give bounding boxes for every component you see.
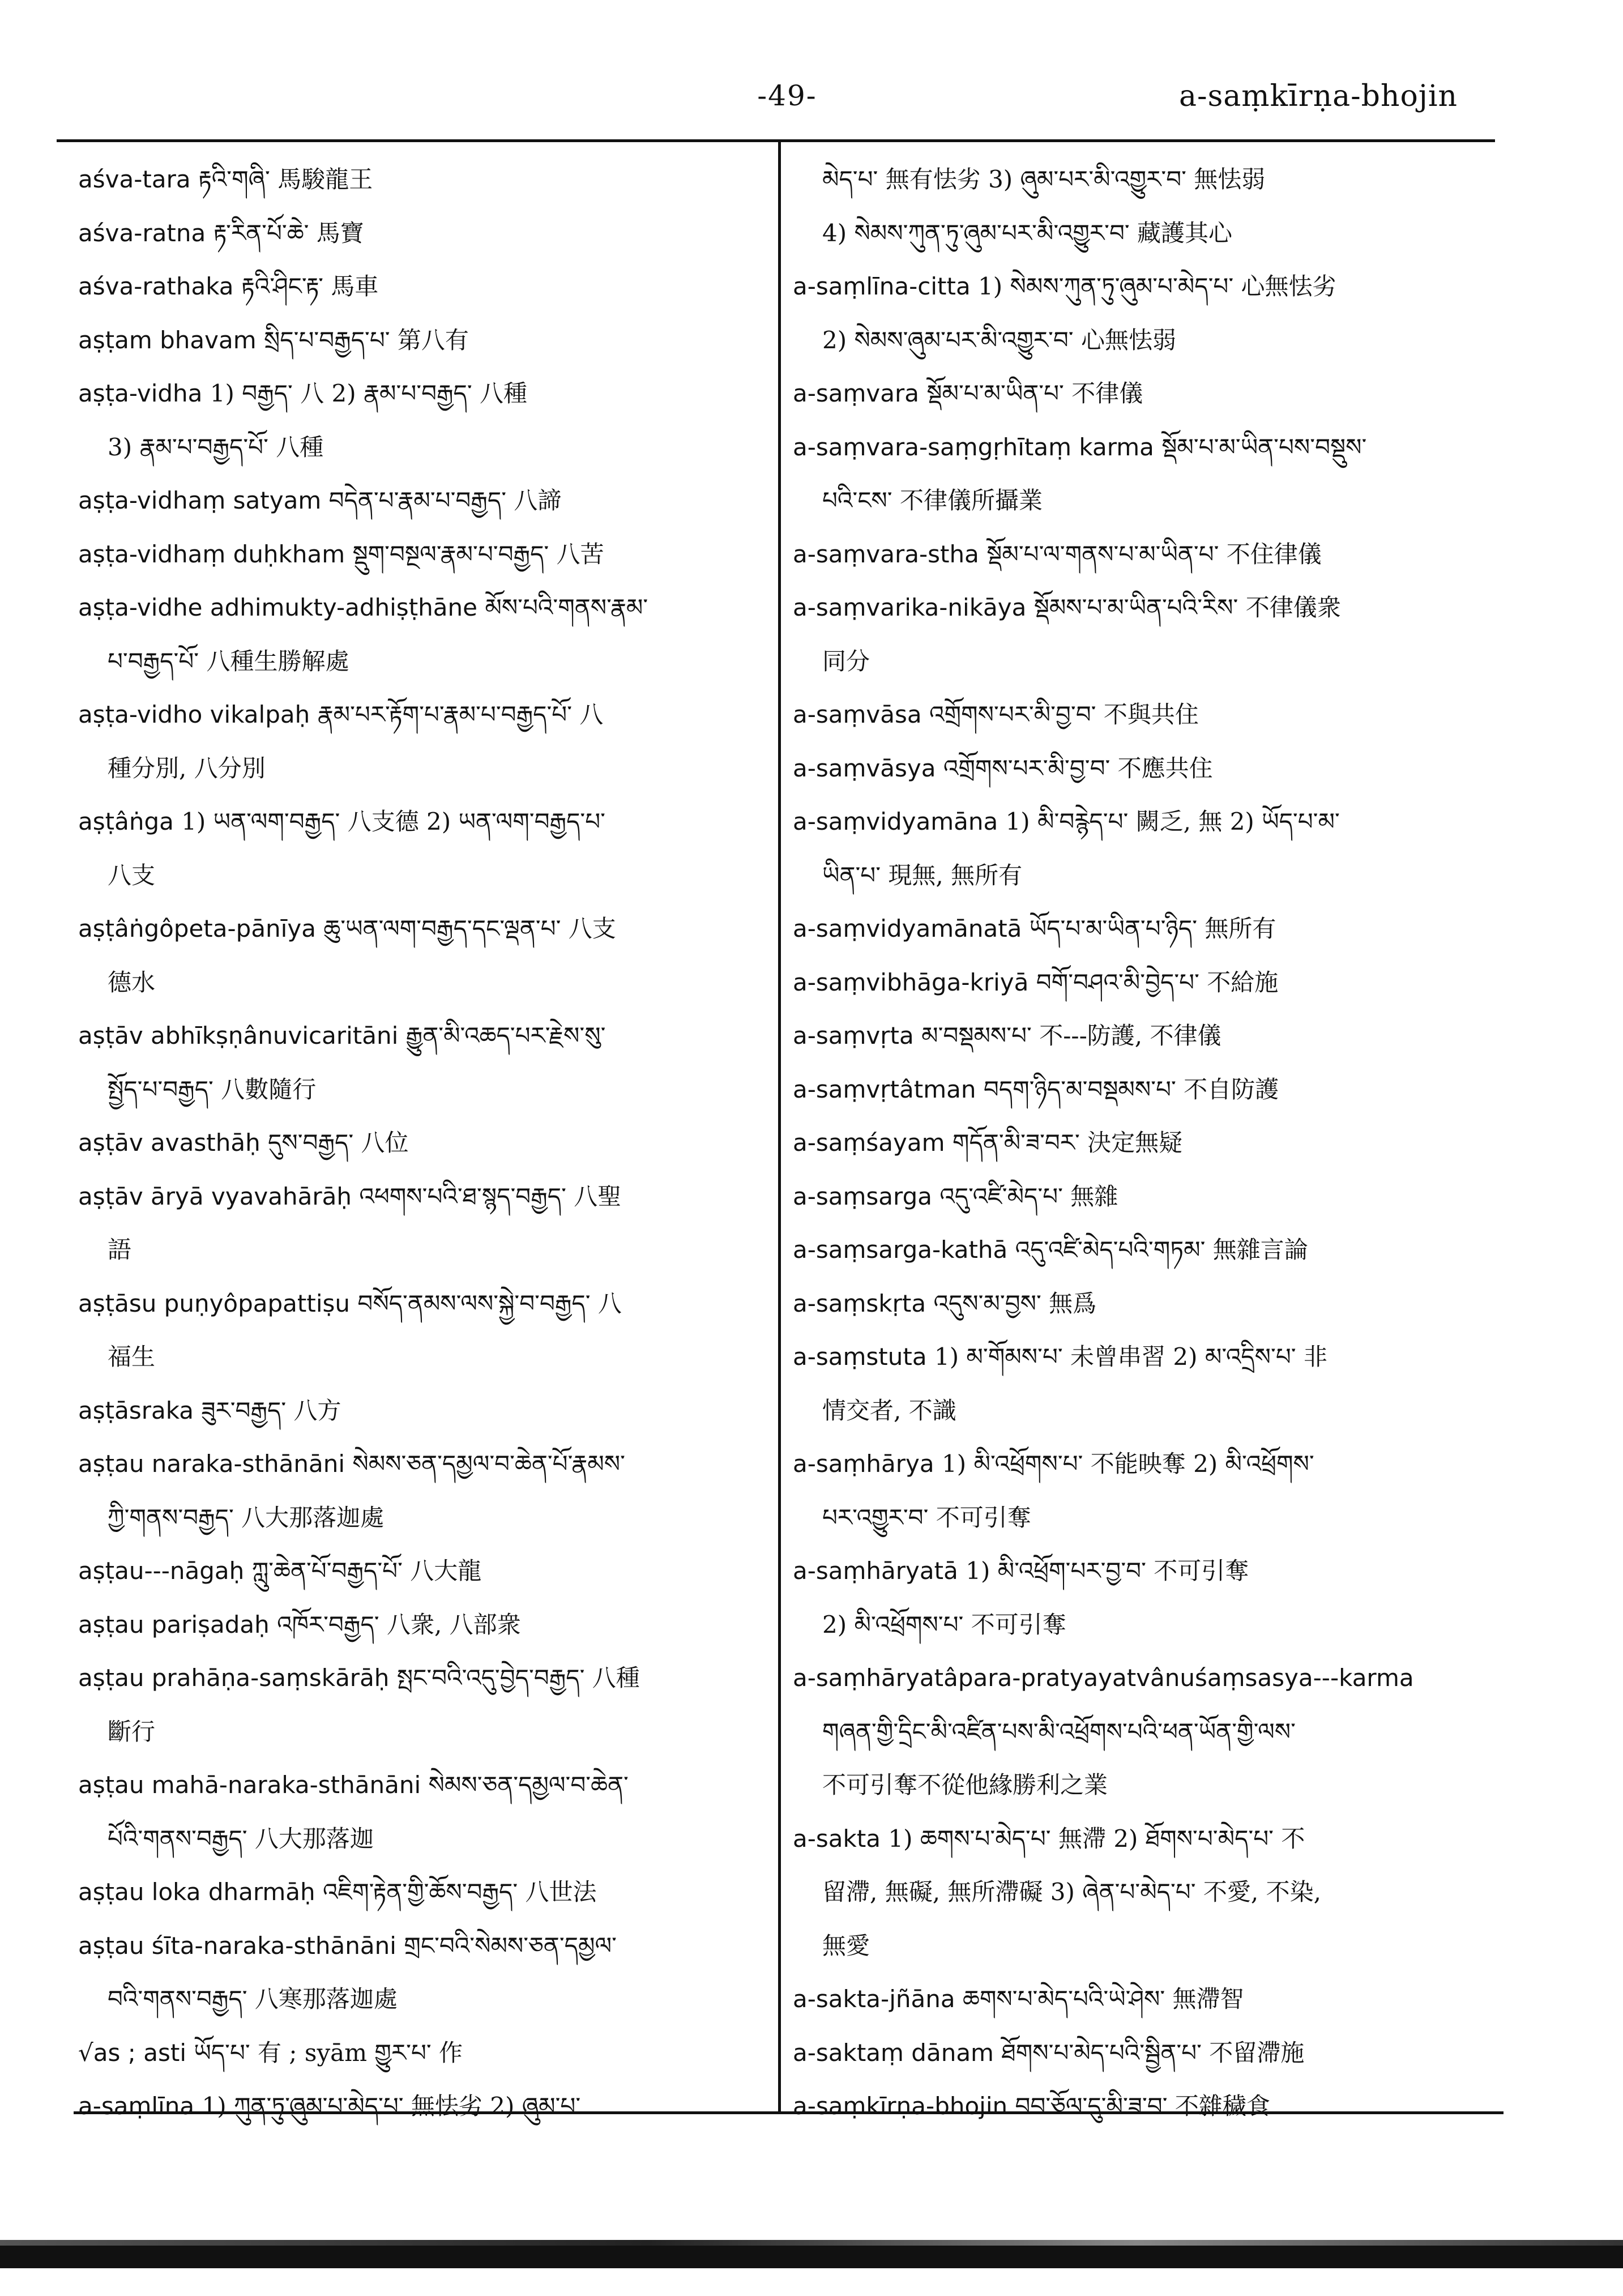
entry-definition: སྡོམས་པ་མ་ཡིན་པའི་རིས་ 不律儀衆 [1033,594,1341,621]
dictionary-entry [78,260,763,314]
entry-definition: 同分 [822,647,870,675]
entry-definition: 情交者, 不識 [822,1396,956,1424]
entry-definition: 1) བརྒྱད་ 八 2) རྣམ་པ་བརྒྱད་ 八種 [210,379,528,407]
dictionary-entry [793,367,1478,421]
dictionary-entry [793,1544,1478,1598]
entry-continuation-line [78,1223,763,1277]
entry-headword: a-saṃvidyamāna [793,808,998,835]
entry-definition: 2) མི་འཕྲོགས་པ་ 不可引奪 [822,1610,1066,1638]
entry-headword: √as ; asti [78,2038,186,2067]
dictionary-entry [78,1544,763,1598]
entry-definition: བདེན་པ་རྣམ་པ་བརྒྱད་ 八諦 [328,486,562,514]
entry-definition: རྒྱུན་མི་འཆད་པར་རྗེས་སུ་ [405,1022,606,1049]
entry-definition: 1) ཆགས་པ་མེད་པ་ 無滯 2) ཐོགས་པ་མེད་པ་ 不 [888,1824,1305,1853]
entry-definition: ཟུར་བརྒྱད་ 八方 [201,1396,341,1424]
entry-headword: aṣṭau śīta-naraka-sthānāni [78,1931,396,1960]
entry-definition: 斷行 [108,1717,156,1746]
dictionary-entry [78,1116,763,1170]
entry-definition: སྤྱོད་པ་བརྒྱད་ 八數隨行 [108,1075,317,1103]
entry-headword: aṣṭa-vidhaṃ duḥkham [78,540,345,568]
dictionary-entry [793,1009,1478,1063]
entry-headword: a-saṃhāryatā [793,1557,958,1585]
entry-continuation-line [78,1491,763,1545]
entry-continuation-line [78,1330,763,1384]
dictionary-entry [793,1330,1478,1384]
entry-definition: སྡུག་བསྔལ་རྣམ་པ་བརྒྱད་ 八苦 [352,540,604,568]
dictionary-entry [78,1277,763,1331]
entry-continuation-line [78,635,763,689]
dictionary-entry [793,688,1478,742]
dictionary-entry [78,795,763,849]
dictionary-entry [78,1170,763,1224]
dictionary-entry [78,1866,763,1919]
entry-definition: རྟ་རིན་པོ་ཆེ་ 馬寶 [213,219,364,247]
dictionary-entry [793,2080,1478,2133]
entry-definition: 1) ཀུན་ཏུ་ཞུམ་པ་མེད་པ་ 無怯劣 2) ཞུམ་པ་ [202,2092,581,2120]
dictionary-entry [793,1116,1478,1170]
dictionary-entry [78,1437,763,1491]
entry-headword: aṣṭāv abhīkṣṇânuvicaritāni [78,1022,399,1049]
entry-definition: རྟའི་ཤིང་རྟ་ 馬車 [241,272,379,300]
entry-definition: རྣམ་པར་རྟོག་པ་རྣམ་པ་བརྒྱད་པོ་ 八 [317,701,604,728]
entry-headword: a-saṃvāsya [793,754,936,782]
entry-headword: a-saṃvara [793,379,920,407]
entry-headword: a-saṃlīna [78,2092,195,2120]
entry-headword: aśva-rathaka [78,272,234,300]
entry-definition: བདག་ཉིད་མ་བསྡམས་པ་ 不自防護 [983,1075,1279,1103]
entry-headword: aṣṭau---nāgaḥ [78,1557,245,1585]
entry-definition: 1) མི་འཕྲོག་པར་བྱ་བ་ 不可引奪 [966,1557,1249,1585]
dictionary-entry [793,260,1478,314]
dictionary-entry [793,1063,1478,1117]
entry-continuation-line [78,1705,763,1759]
entry-headword: a-saṃhāryatâpara-pratyayatvânuśaṃsasya---karma [793,1664,1414,1692]
dictionary-entry [78,153,763,207]
entry-headword: a-saṃvara-stha [793,540,979,568]
dictionary-entry [793,1973,1478,2026]
entry-continuation-line [78,1973,763,2026]
dictionary-entry [78,1384,763,1438]
dictionary-entry [793,795,1478,849]
running-head: a-saṃkīrṇa-bhojin [1179,79,1458,113]
entry-headword: a-saktaṃ dānam [793,2038,994,2067]
entry-headword: aṣṭāv āryā vyavahārāḥ [78,1182,352,1210]
entry-headword: aṣṭāsraka [78,1396,194,1424]
dictionary-entry [793,528,1478,582]
entry-definition: སྡོམ་པ་ལ་གནས་པ་མ་ཡིན་པ་ 不住律儀 [986,540,1322,568]
entry-definition: 無愛 [822,1931,870,1960]
entry-headword: a-saṃvara-saṃgṛhītaṃ karma [793,433,1154,461]
entry-continuation-line [793,1598,1478,1652]
entry-headword: aśva-ratna [78,219,206,247]
entry-definition: 1) མ་གོམས་པ་ 未曾串習 2) མ་འདྲིས་པ་ 非 [934,1343,1327,1371]
dictionary-entry [793,902,1478,956]
entry-definition: འདུ་འཛི་མེད་པ་ 無雜 [939,1182,1118,1210]
entry-definition: འདུས་མ་བྱས་ 無爲 [933,1289,1097,1317]
entry-definition: སེམས་ཅན་དམྱལ་བ་ཆེན་ [428,1771,629,1799]
dictionary-entry [78,1598,763,1652]
entry-continuation-line [78,421,763,475]
entry-headword: aṣṭa-vidhe adhimukty-adhiṣṭhāne [78,594,477,621]
entry-definition: 留滯, 無礙, 無所滯礙 3) ཞེན་པ་མེད་པ་ 不愛, 不染, [822,1878,1321,1906]
entry-headword: aṣṭâṅgôpeta-pānīya [78,915,316,942]
entry-continuation-line [78,1812,763,1866]
entry-definition: 1) སེམས་ཀུན་ཏུ་ཞུམ་པ་མེད་པ་ 心無怯劣 [978,272,1336,300]
dictionary-entry [78,1919,763,1973]
entry-definition: 1) མི་བརྙེད་པ་ 闕乏, 無 2) ཡོད་པ་མ་ [1005,808,1340,835]
entry-continuation-line [793,1866,1478,1919]
page-number: -49- [757,79,817,112]
dictionary-entry [793,1277,1478,1331]
entry-definition: 不可引奪不從他緣勝利之業 [822,1771,1108,1799]
entry-headword: a-saṃśayam [793,1129,945,1156]
entry-continuation-line [793,1705,1478,1759]
entry-continuation-line [78,742,763,796]
dictionary-entry [78,1759,763,1812]
entry-headword: aṣṭa-vidho vikalpaḥ [78,701,310,728]
entry-continuation-line [793,1759,1478,1812]
right-column [793,153,1478,2133]
entry-definition: 種分別, 八分別 [108,754,266,782]
entry-continuation-line [793,474,1478,528]
entry-definition: བསོད་ནམས་ལས་སྐྱེ་བ་བརྒྱད་ 八 [357,1289,622,1317]
entry-continuation-line [793,849,1478,903]
entry-definition: 2) སེམས་ཞུམ་པར་མི་འགྱུར་བ་ 心無怯弱 [822,326,1176,354]
dictionary-entry [78,1009,763,1063]
entry-definition: ཀླུ་ཆེན་པོ་བརྒྱད་པོ་ 八大龍 [251,1557,482,1585]
entry-headword: aṣṭau mahā-naraka-sthānāni [78,1771,421,1799]
entry-definition: 4) སེམས་ཀུན་ཏུ་ཞུམ་པར་མི་འགྱུར་བ་ 藏護其心 [822,219,1233,247]
entry-definition: སྲིད་པ་བརྒྱད་པ་ 第八有 [263,326,469,354]
dictionary-entry [793,1223,1478,1277]
entry-definition: ཆགས་པ་མེད་པའི་ཡེ་ཤེས་ 無滯智 [962,1985,1244,2013]
entry-headword: aṣṭâṅga [78,808,174,835]
entry-definition: ཡོད་པ་ 有 ; syām གྱུར་པ་ 作 [194,2038,463,2067]
entry-headword: aṣṭau naraka-sthānāni [78,1450,345,1478]
bottom-scan-bar [0,2246,1623,2268]
entry-continuation-line [793,1491,1478,1545]
dictionary-entry [793,1651,1478,1705]
entry-definition: 八支 [108,861,156,889]
entry-continuation-line [78,849,763,903]
entry-headword: aṣṭa-vidha [78,379,203,407]
entry-definition: མེད་པ་ 無有怯劣 3) ཞུམ་པར་མི་འགྱུར་བ་ 無怯弱 [822,165,1266,193]
entry-definition: 1) མི་འཕྲོགས་པ་ 不能映奪 2) མི་འཕྲོགས་ [942,1450,1314,1478]
entry-headword: a-saṃkīrṇa-bhojin [793,2092,1008,2120]
entry-definition: འཇིག་རྟེན་གྱི་ཆོས་བརྒྱད་ 八世法 [323,1878,597,1906]
entry-headword: a-saṃvṛtâtman [793,1075,976,1103]
entry-headword: aśva-tara [78,165,191,193]
entry-definition: པར་འགྱུར་བ་ 不可引奪 [822,1503,1031,1531]
entry-definition: དུས་བརྒྱད་ 八位 [268,1129,409,1156]
dictionary-entry [793,742,1478,796]
dictionary-entry [793,421,1478,475]
entry-headword: a-saṃsarga [793,1182,932,1210]
entry-definition: རྟའི་གཞི་ 馬駿龍王 [198,165,373,193]
entry-continuation-line [793,153,1478,207]
entry-headword: a-saṃvibhāga-kriyā [793,968,1029,996]
entry-definition: མ་བསྡམས་པ་ 不---防護, 不律儀 [921,1022,1221,1049]
entry-headword: a-saṃstuta [793,1343,927,1371]
dictionary-entry [78,581,763,635]
entry-definition: 1) ཡན་ལག་བརྒྱད་ 八支德 2) ཡན་ལག་བརྒྱད་པ་ [181,808,605,835]
dictionary-entry [78,207,763,261]
entry-definition: པའི་ངས་ 不律儀所攝業 [822,486,1043,514]
entry-continuation-line [78,1063,763,1117]
entry-definition: པོའི་གནས་བརྒྱད་ 八大那落迦 [108,1824,374,1853]
entry-headword: a-saṃsarga-kathā [793,1236,1008,1264]
entry-definition: མོས་པའི་གནས་རྣམ་ [485,594,648,621]
entry-definition: གཞན་གྱི་དྲིང་མི་འཛིན་པས་མི་འཕྲོགས་པའི་ཕན་ཡོན་གྱི་ལས་ [822,1717,1296,1746]
dictionary-entry [78,2080,763,2133]
entry-definition: འདུ་འཛི་མེད་པའི་གཏམ་ 無雜言論 [1015,1236,1308,1264]
entry-headword: a-saṃvṛta [793,1022,914,1049]
entry-definition: ཐོགས་པ་མེད་པའི་སྦྱིན་པ་ 不留滯施 [1001,2038,1305,2067]
dictionary-entry [78,528,763,582]
left-column [78,153,763,2133]
entry-headword: a-saṃhārya [793,1450,934,1478]
entry-definition: སྤང་བའི་འདུ་བྱེད་བརྒྱད་ 八種 [396,1664,640,1692]
entry-continuation-line [793,635,1478,689]
entry-headword: a-saṃvarika-nikāya [793,594,1027,621]
dictionary-entry [793,956,1478,1010]
entry-continuation-line [78,956,763,1010]
dictionary-entry [78,902,763,956]
dictionary-entry [793,581,1478,635]
entry-definition: སྡོམ་པ་མ་ཡིན་པས་བསྡུས་ [1161,433,1367,461]
entry-definition: སེམས་ཅན་དམྱལ་བ་ཆེན་པོ་རྣམས་ [352,1450,625,1478]
entry-definition: ཡོད་པ་མ་ཡིན་པ་ཉིད་ 無所有 [1029,915,1276,942]
dictionary-entry [78,314,763,368]
entry-continuation-line [793,207,1478,261]
entry-definition: སྡོམ་པ་མ་ཡིན་པ་ 不律儀 [926,379,1143,407]
entry-definition: ཆུ་ཡན་ལག་བརྒྱད་དང་ལྡན་པ་ 八支 [323,915,616,942]
dictionary-entry [78,367,763,421]
entry-definition: ཀྱི་གནས་བརྒྱད་ 八大那落迦處 [108,1503,385,1531]
dictionary-entry [793,1812,1478,1866]
entry-headword: a-saṃlīna-citta [793,272,971,300]
entry-headword: aṣṭāv avasthāḥ [78,1129,260,1156]
entry-headword: aṣṭau pariṣadaḥ [78,1610,270,1638]
column-divider [778,142,781,2113]
entry-definition: གདོན་མི་ཟ་བར་ 決定無疑 [952,1129,1183,1156]
entry-continuation-line [793,1919,1478,1973]
entry-definition: ཡིན་པ་ 現無, 無所有 [822,861,1023,889]
entry-continuation-line [793,314,1478,368]
entry-definition: འཕགས་པའི་ཐ་སྙད་བརྒྱད་ 八聖 [359,1182,622,1210]
entry-definition: འགྲོགས་པར་མི་བྱ་བ་ 不與共住 [929,701,1199,728]
dictionary-entry [78,474,763,528]
entry-definition: བགོ་བཤའ་མི་བྱེད་པ་ 不給施 [1036,968,1279,996]
entry-headword: aṣṭam bhavam [78,326,257,354]
entry-headword: aṣṭa-vidhaṃ satyam [78,486,322,514]
dictionary-entry [78,1651,763,1705]
entry-definition: 福生 [108,1343,156,1371]
dictionary-entry [793,1170,1478,1224]
entry-headword: a-saṃvāsa [793,701,922,728]
entry-definition: 德水 [108,968,156,996]
entry-continuation-line [793,1384,1478,1438]
entry-definition: འཁོར་བརྒྱད་ 八衆, 八部衆 [277,1610,521,1638]
entry-definition: པ་བརྒྱད་པོ་ 八種生勝解處 [108,647,349,675]
entry-definition: གྲང་བའི་སེམས་ཅན་དམྱལ་ [404,1931,617,1960]
entry-definition: བའི་གནས་བརྒྱད་ 八寒那落迦處 [108,1985,398,2013]
entry-headword: a-saṃskṛta [793,1289,926,1317]
entry-headword: aṣṭau loka dharmāḥ [78,1878,315,1906]
top-rule [57,139,1495,142]
entry-definition: བབ་ཅོལ་དུ་མི་ཟ་བ་ 不雜穢食 [1015,2092,1270,2120]
entry-headword: aṣṭāsu puṇyôpapattiṣu [78,1289,351,1317]
entry-definition: 3) རྣམ་པ་བརྒྱད་པོ་ 八種 [108,433,324,461]
entry-headword: a-sakta [793,1824,881,1853]
entry-definition: 語 [108,1236,132,1264]
entry-definition: འགྲོགས་པར་མི་བྱ་བ་ 不應共住 [943,754,1213,782]
dictionary-entry [78,2026,763,2080]
entry-headword: a-saṃvidyamānatā [793,915,1022,942]
dictionary-entry [793,1437,1478,1491]
entry-headword: aṣṭau prahāṇa-saṃskārāḥ [78,1664,390,1692]
dictionary-entry [793,2026,1478,2080]
dictionary-entry [78,688,763,742]
entry-headword: a-sakta-jñāna [793,1985,955,2013]
